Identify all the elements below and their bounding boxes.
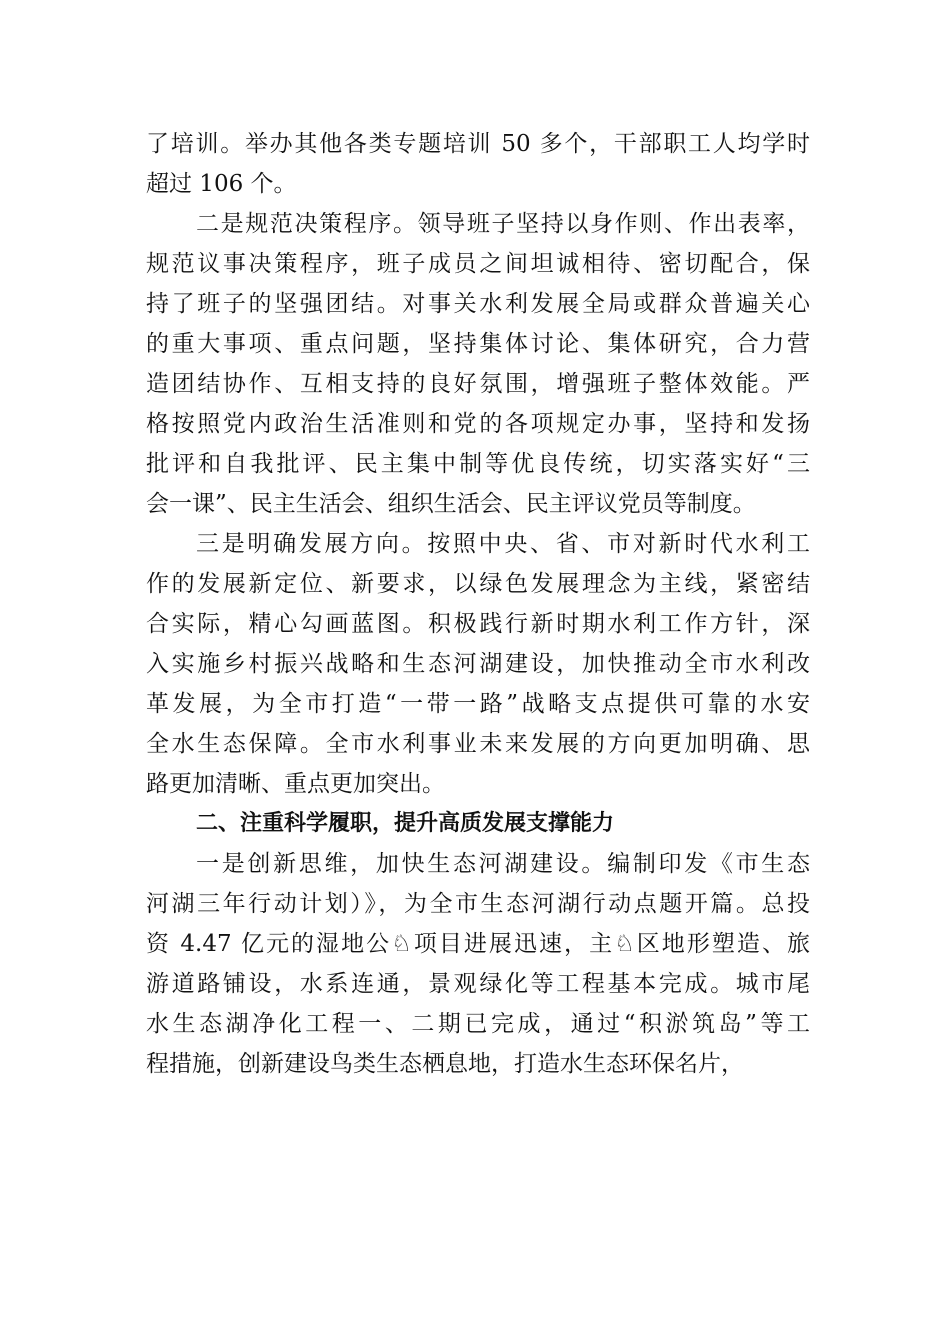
text-line: 会一课”、民主生活会、组织生活会、民主评议党员等制度。 bbox=[146, 491, 756, 517]
text-line: 一是创新思维，加快生态河湖建设。编制印发《市生态 bbox=[196, 851, 810, 877]
text-line: 合实际，精心勾画蓝图。积极践行新时期水利工作方针，深 bbox=[146, 611, 810, 637]
text-line: 水生态湖净化工程一、二期已完成，通过“积淤筑岛”等工 bbox=[146, 1011, 810, 1037]
text-line: 超过 106 个。 bbox=[146, 171, 297, 197]
text-line: 批评和自我批评、民主集中制等优良传统，切实落实好“三 bbox=[146, 451, 810, 477]
text-line: 入实施乡村振兴战略和生态河湖建设，加快推动全市水利改 bbox=[146, 651, 810, 677]
text-line: 造团结协作、互相支持的良好氛围，增强班子整体效能。严 bbox=[146, 371, 810, 397]
text-line: 作的发展新定位、新要求，以绿色发展理念为主线，紧密结 bbox=[146, 571, 810, 597]
text-line: 资 4.47 亿元的湿地公♘项目进展迅速，主♘区地形塑造、旅 bbox=[146, 931, 810, 957]
text-line: 的重大事项、重点问题，坚持集体讨论、集体研究，合力营 bbox=[146, 331, 810, 357]
text-line: 游道路铺设，水系连通，景观绿化等工程基本完成。城市尾 bbox=[146, 971, 810, 997]
section-heading: 二、注重科学履职，提升高质发展支撑能力 bbox=[196, 811, 615, 836]
text-line: 程措施，创新建设鸟类生态栖息地，打造水生态环保名片， bbox=[146, 1051, 744, 1077]
paragraph-block-2 bbox=[146, 844, 810, 1084]
document-body bbox=[146, 124, 810, 1084]
text-line: 了培训。举办其他各类专题培训 50 多个，干部职工人均学时 bbox=[146, 131, 810, 157]
text-line: 规范议事决策程序，班子成员之间坦诚相待、密切配合，保 bbox=[146, 251, 810, 277]
text-line: 持了班子的坚强团结。对事关水利发展全局或群众普遍关心 bbox=[146, 291, 810, 317]
text-line: 全水生态保障。全市水利事业未来发展的方向更加明确、思 bbox=[146, 731, 810, 757]
text-line: 河湖三年行动计划）》，为全市生态河湖行动点题开篇。总投 bbox=[146, 891, 810, 917]
text-line: 格按照党内政治生活准则和党的各项规定办事，坚持和发扬 bbox=[146, 411, 810, 437]
text-line: 二是规范决策程序。领导班子坚持以身作则、作出表率， bbox=[196, 211, 810, 237]
text-line: 革发展，为全市打造“一带一路”战略支点提供可靠的水安 bbox=[146, 691, 810, 717]
paragraph-block-1 bbox=[146, 124, 810, 804]
text-line: 三是明确发展方向。按照中央、省、市对新时代水利工 bbox=[196, 531, 810, 557]
text-line: 路更加清晰、重点更加突出。 bbox=[146, 771, 445, 797]
